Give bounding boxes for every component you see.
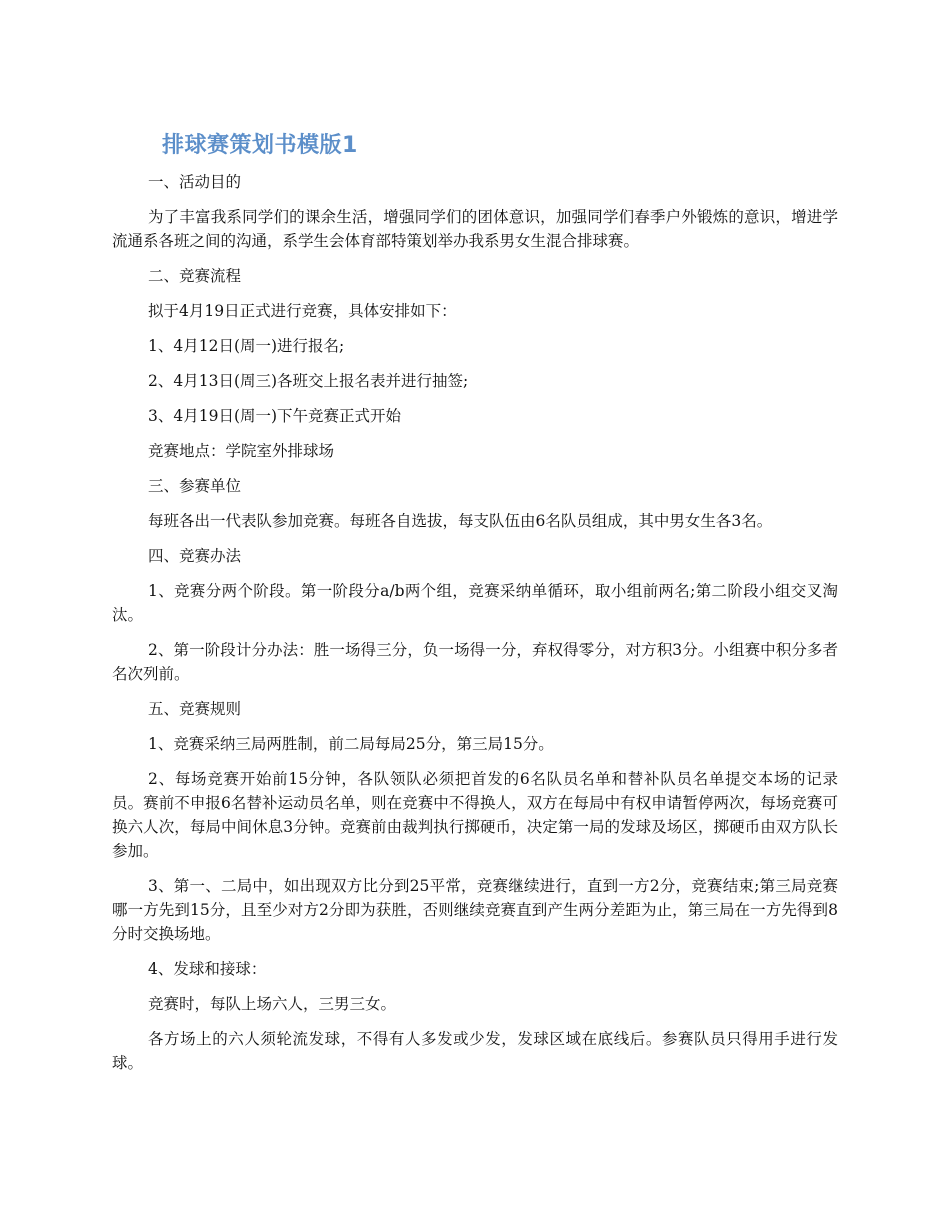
document-title: 排球赛策划书模版1: [162, 133, 358, 158]
section-heading-method: 四、竞赛办法: [148, 547, 242, 565]
paragraph: 每班各出一代表队参加竞赛。每班各自选拔，每支队伍由6名队员组成，其中男女生各3名。: [148, 512, 773, 530]
section-heading-process: 二、竞赛流程: [148, 267, 242, 285]
paragraph: 4、发球和接球：: [148, 960, 267, 978]
paragraph: 3、第一、二局中，如出现双方比分到25平常，竞赛继续进行，直到一方2分，竞赛结束;第三局竞赛哪一方先到15分，且至少对方2分即为获胜，否则继续竞赛直到产生两分差距为止，第三局在一方先得到8分时交换场地。: [112, 877, 838, 943]
paragraph: 1、竞赛分两个阶段。第一阶段分a/b两个组，竞赛采纳单循环，取小组前两名;第二阶段小组交叉淘汰。: [112, 582, 838, 624]
list-item: 3、4月19日(周一)下午竞赛正式开始: [148, 407, 402, 425]
paragraph: 为了丰富我系同学们的课余生活，增强同学们的团体意识，加强同学们春季户外锻炼的意识，增进学流通系各班之间的沟通，系学生会体育部特策划举办我系男女生混合排球赛。: [112, 208, 838, 250]
paragraph: 1、竞赛采纳三局两胜制，前二局每局25分，第三局15分。: [148, 735, 554, 753]
paragraph: 各方场上的六人须轮流发球，不得有人多发或少发，发球区域在底线后。参赛队员只得用手进行发球。: [112, 1030, 838, 1072]
paragraph: 竞赛时，每队上场六人，三男三女。: [148, 995, 397, 1013]
section-heading-purpose: 一、活动目的: [148, 173, 242, 191]
paragraph: 2、每场竞赛开始前15分钟，各队领队必须把首发的6名队员名单和替补队员名单提交本场的记录员。赛前不申报6名替补运动员名单，则在竞赛中不得换人，双方在每局中有权申请暂停两次，每场竞赛可换六人次，每局中间休息3分钟。竞赛前由裁判执行掷硬币，决定第一局的发球及场区，掷硬币由双方队长参加。: [112, 770, 838, 860]
list-item: 2、4月13日(周三)各班交上报名表并进行抽签;: [148, 372, 469, 390]
paragraph: 拟于4月19日正式进行竞赛，具体安排如下：: [148, 302, 457, 320]
section-heading-rules: 五、竞赛规则: [148, 700, 242, 718]
paragraph: 竞赛地点：学院室外排球场: [148, 442, 335, 460]
section-heading-participants: 三、参赛单位: [148, 477, 242, 495]
list-item: 1、4月12日(周一)进行报名;: [148, 337, 345, 355]
paragraph: 2、第一阶段计分办法：胜一场得三分，负一场得一分，弃权得零分，对方积3分。小组赛中积分多者名次列前。: [112, 641, 838, 683]
document-body: [112, 170, 838, 1086]
